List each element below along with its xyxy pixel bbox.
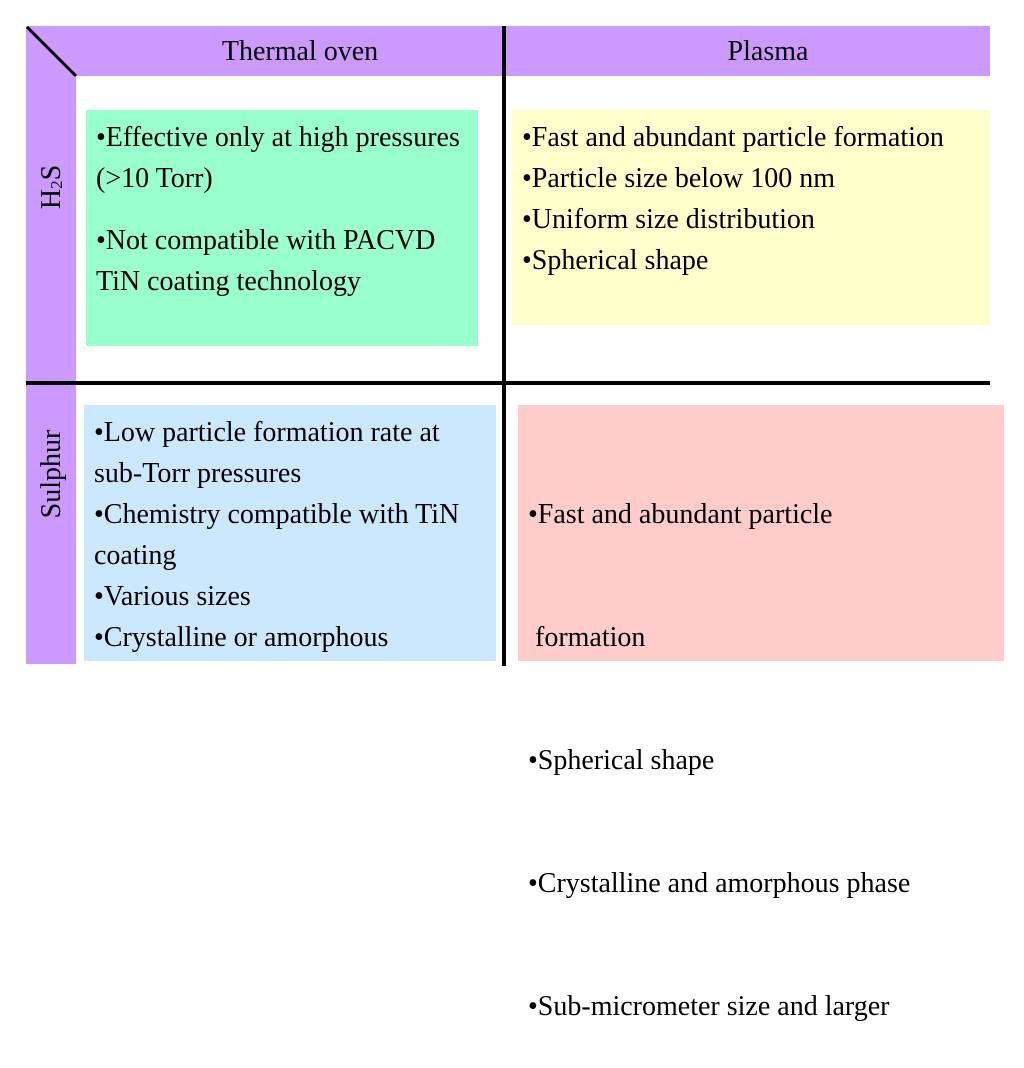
cell-h2s-plasma	[512, 110, 990, 325]
row-header-bar	[26, 26, 76, 664]
corner-diagonal	[26, 26, 78, 78]
vertical-divider	[502, 26, 506, 666]
cell-sulphur-plasma	[518, 405, 1004, 1022]
cell-line: •Low particle formation rate at sub-Torr pressures	[94, 417, 440, 489]
column-header-plasma: Plasma	[727, 36, 809, 67]
h2s-suffix: S	[36, 164, 67, 181]
cell-line: •Fast and abundant particle formation	[522, 122, 944, 153]
row-header-sulphur: Sulphur	[36, 429, 67, 519]
cell-line: •Uniform size distribution	[522, 204, 815, 235]
cell-line: •Crystalline or amorphous	[94, 622, 389, 653]
row-header-h2s	[36, 165, 68, 209]
cell-line: •Particle size below 100 nm	[522, 163, 836, 194]
cell-line: •Fast and abundant particle	[528, 499, 833, 530]
cell-line: •Not compatible with PACVD TiN coating technology	[96, 225, 436, 297]
cell-sulphur-thermal	[84, 405, 496, 661]
cell-line: •Spherical shape	[522, 245, 709, 276]
h2s-subscript: 2	[47, 180, 66, 189]
cell-line: •Various sizes	[94, 581, 251, 612]
cell-line: •Sub-micrometer size and larger	[528, 991, 890, 1022]
cell-line: •Effective only at high pressures (>10 Torr)	[96, 122, 460, 194]
column-header-thermal-oven: Thermal oven	[221, 36, 379, 67]
horizontal-divider	[26, 381, 990, 385]
cell-line: formation	[528, 622, 646, 653]
cell-h2s-thermal	[86, 110, 478, 346]
h2s-prefix: H	[36, 188, 67, 210]
cell-line: •Crystalline and amorphous phase	[528, 868, 911, 899]
cell-line: •Spherical shape	[528, 745, 715, 776]
cell-line: •Chemistry compatible with TiN coating	[94, 499, 460, 571]
